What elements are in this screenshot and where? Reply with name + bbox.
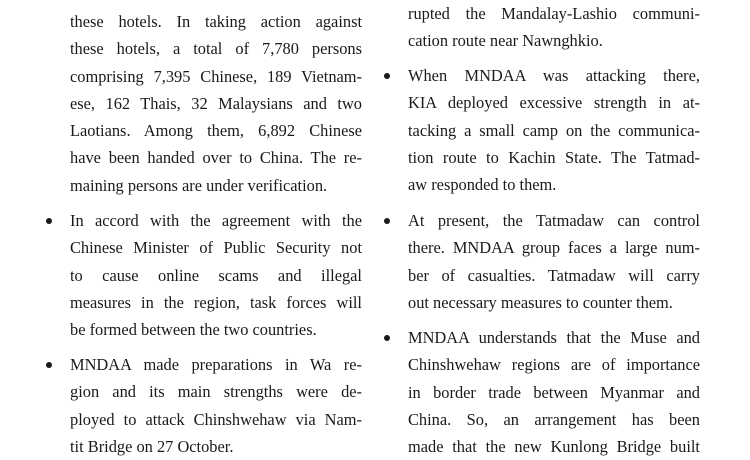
- text-line: rupted the Mandalay-Lashio communi-: [408, 4, 700, 23]
- bullet-item-border-trade: [383, 324, 700, 460]
- bullet-item-task-forces: [45, 207, 362, 343]
- text-line: MNDAA understands that the Muse and: [408, 328, 700, 347]
- text-line: At present, the Tatmadaw can control: [408, 211, 700, 230]
- text-line: ese, 162 Thais, 32 Malaysians and two: [70, 93, 362, 113]
- text-line: have been handed over to China. The re-: [70, 148, 362, 168]
- bullet-dot: [46, 218, 52, 224]
- text-line: these hotels, a total of 7,780 persons: [70, 39, 362, 59]
- bullet-item-kia-deployment: [383, 62, 700, 198]
- text-line: When MNDAA was attacking there,: [408, 66, 700, 85]
- text-line: made that the new Kunlong Bridge built: [408, 437, 700, 457]
- bullet-dot: [384, 218, 390, 224]
- text-line: aw responded to them.: [408, 175, 557, 195]
- bullet-dot: [384, 73, 390, 79]
- text-line: gion and its main strengths were de-: [70, 382, 362, 402]
- text-line: ber of casualties. Tatmadaw will carry: [408, 265, 700, 285]
- text-line: ployed to attack Chinshwehaw via Nam-: [70, 409, 362, 429]
- text-line: to cause online scams and illegal: [70, 265, 362, 285]
- bullet-item-mndaa-preparations: [45, 351, 362, 460]
- text-line: MNDAA made preparations in Wa re-: [70, 355, 362, 374]
- text-line: measures in the region, task forces will: [70, 292, 362, 312]
- text-line: In accord with the agreement with the: [70, 211, 362, 230]
- bullet-item-tatmadaw-control: [383, 207, 700, 316]
- text-line: in border trade between Myanmar and: [408, 382, 700, 402]
- text-line: Chinshwehaw regions are of importance: [408, 355, 700, 375]
- text-line: cation route near Nawnghkio.: [408, 31, 603, 51]
- text-line: Laotians. Among them, 6,892 Chinese: [70, 121, 362, 141]
- bullet-dot: [384, 335, 390, 341]
- bullet-dot: [46, 362, 52, 368]
- right-continuation-paragraph: [383, 0, 700, 55]
- text-line: be formed between the two countries.: [70, 320, 317, 340]
- left-continuation-paragraph: [45, 8, 362, 199]
- text-line: KIA deployed excessive strength in at-: [408, 93, 700, 113]
- text-line: maining persons are under verification.: [70, 175, 328, 195]
- text-line: out necessary measures to counter them.: [408, 292, 673, 312]
- text-line: there. MNDAA group faces a large num-: [408, 238, 700, 258]
- text-line: tion route to Kachin State. The Tatmad-: [408, 147, 700, 167]
- text-line: these hotels. In taking action against: [70, 12, 362, 31]
- text-line: comprising 7,395 Chinese, 189 Vietnam-: [70, 66, 362, 86]
- text-line: tacking a small camp on the communica-: [408, 120, 700, 140]
- text-line: China. So, an arrangement has been: [408, 409, 700, 429]
- text-line: tit Bridge on 27 October.: [70, 436, 234, 456]
- text-line: Chinese Minister of Public Security not: [70, 238, 362, 258]
